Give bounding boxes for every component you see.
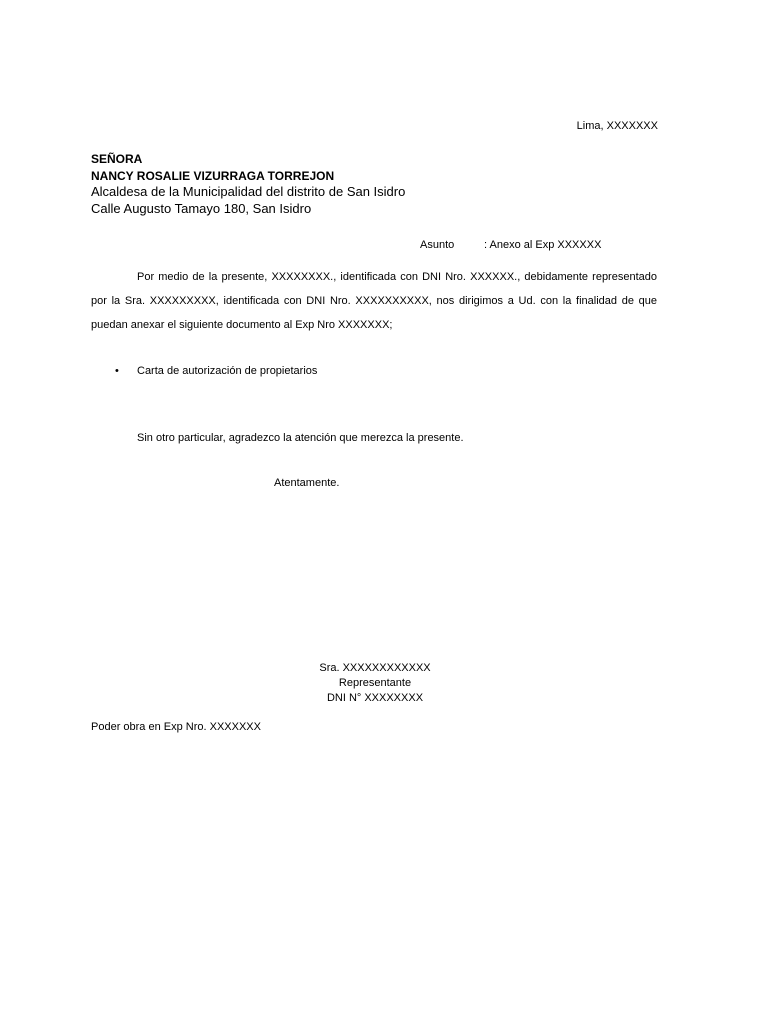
recipient-address: Calle Augusto Tamayo 180, San Isidro <box>91 200 312 216</box>
signature-id: DNI N° XXXXXXXX <box>326 692 424 704</box>
recipient-title: Alcaldesa de la Municipalidad del distrito de San Isidro <box>91 184 406 199</box>
attachment-item: Carta de autorización de propietarios <box>137 365 318 377</box>
closing-line: Sin otro particular, agradezco la atención que merezca la presente. <box>137 432 464 444</box>
recipient-name: NANCY ROSALIE VIZURRAGA TORREJON <box>91 168 335 183</box>
farewell: Atentamente. <box>274 477 340 489</box>
body-paragraph: Por medio de la presente, XXXXXXXX., identificada con DNI Nro. XXXXXX., debidamente representado por la Sra. XXXXXXXXX, identificada con DNI Nro. XXXXXXXXXX, nos dirigimos a Ud. con la finalidad de que puedan anexar el siguiente documento al Exp Nro XXXXXXX; <box>91 271 657 331</box>
signature-name: Sra. XXXXXXXXXXXX <box>319 662 431 674</box>
subject-value: : Anexo al Exp XXXXXX <box>484 239 602 251</box>
recipient-salutation: SEÑORA <box>91 152 143 166</box>
subject-label: Asunto <box>420 239 455 251</box>
signature-block <box>275 661 475 706</box>
footnote: Poder obra en Exp Nro. XXXXXXX <box>91 721 261 733</box>
bullet-icon: • <box>115 365 119 377</box>
date-line: Lima, XXXXXXX <box>576 120 658 132</box>
recipient-block <box>91 151 405 217</box>
signature-role: Representante <box>338 677 412 689</box>
